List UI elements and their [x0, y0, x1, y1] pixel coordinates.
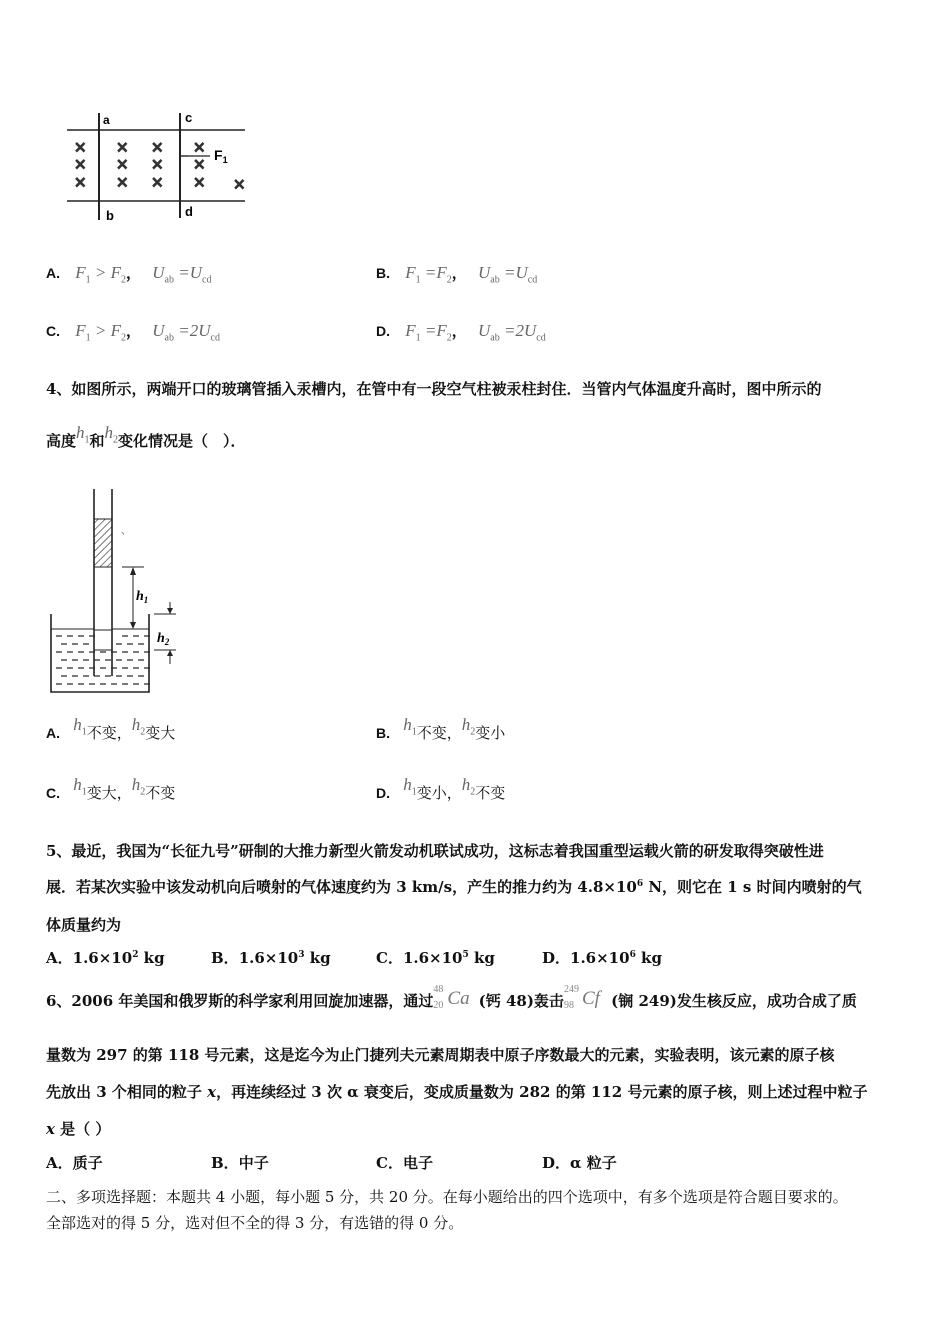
q5-option-b[interactable]: B．$1.6\times 10^3$ kg	[211, 949, 331, 967]
q5-option-a[interactable]: A．$1.6\times 10^2$ kg	[46, 949, 165, 967]
q6-stem-line1: 6、2006 年美国和俄罗斯的科学家利用回旋加速器，通过 48 20 Ca (钙 48)轰击 249 98 Cf (锎 249)发生核反应，成功合成了质	[46, 988, 857, 1016]
q4-option-c[interactable]: C. $h_1$变大，$h_2$不变	[46, 775, 176, 802]
q5-stem-line2: 展．若某次实验中该发动机向后喷射的气体速度约为 3 km/s，产生的推力约为 $4.8\times 10^6$ N，则它在 1 s 时间内喷射的气	[46, 878, 862, 896]
calcium-isotope: 48 20 Ca	[433, 984, 470, 1011]
fig-h1-label: $h_1$	[136, 589, 149, 605]
q6-stem-line3: 先放出 3 个相同的粒子 x，再连续经过 3 次 α 衰变后，变成质量数为 282 的第 112 号元素的原子核，则上述过程中粒子	[46, 1083, 868, 1101]
q6-option-b[interactable]: B．中子	[211, 1154, 269, 1172]
q6-option-c[interactable]: C．电子	[376, 1154, 433, 1172]
field-cross-mark: ×	[116, 155, 129, 173]
q6-stem-line4: x 是（ ）	[46, 1120, 111, 1138]
field-cross-mark: ×	[74, 173, 87, 191]
q4-stem-line2: 高度$h_1$和$h_2$变化情况是（ ）．	[46, 423, 246, 450]
field-cross-mark: ×	[193, 138, 206, 156]
field-cross-mark: ×	[151, 155, 164, 173]
field-cross-mark: ×	[193, 155, 206, 173]
q5-option-c[interactable]: C．$1.6\times 10^5$ kg	[376, 949, 495, 967]
field-cross-mark: ×	[74, 155, 87, 173]
fig-h2-label: $h_2$	[157, 631, 170, 647]
field-cross-mark: ×	[116, 173, 129, 191]
fig-label-b: b	[106, 208, 114, 223]
fig-dot: 、	[121, 526, 131, 537]
q4-option-d[interactable]: D. $h_1$变小，$h_2$不变	[376, 775, 506, 802]
fig-label-f1: $F_1$	[214, 147, 228, 165]
q3-option-b[interactable]: B. $F_1 =F_2$， $U_{ab} =U_{cd}$	[376, 263, 538, 286]
field-cross-mark: ×	[74, 138, 87, 156]
q4-option-a[interactable]: A. $h_1$不变，$h_2$变大	[46, 715, 176, 742]
q5-option-d[interactable]: D．$1.6\times 10^6$ kg	[542, 949, 662, 967]
q3-option-a[interactable]: A. $F_1 > F_2$， $U_{ab} =U_{cd}$	[46, 263, 212, 286]
fig-label-c: c	[185, 110, 193, 125]
fig-label-a: a	[103, 113, 110, 127]
magnetic-field-figure	[62, 108, 252, 223]
field-cross-mark: ×	[193, 173, 206, 191]
fig-label-d: d	[185, 204, 193, 219]
q6-stem-line2: 量数为 297 的第 118 号元素，这是迄今为止门捷列夫元素周期表中原子序数最大的元素，实验表明，该元素的原子核	[46, 1046, 835, 1064]
q5-stem-line3: 体质量约为	[46, 916, 122, 934]
q6-option-a[interactable]: A．质子	[46, 1154, 103, 1172]
q3-option-d[interactable]: D. $F_1 =F_2$， $U_{ab} =2U_{cd}$	[376, 321, 546, 344]
section2-instructions-line1: 二、多项选择题：本题共 4 小题，每小题 5 分，共 20 分。在每小题给出的四个选项中，有多个选项是符合题目要求的。	[46, 1188, 848, 1206]
section2-instructions-line2: 全部选对的得 5 分，选对但不全的得 3 分，有选错的得 0 分。	[46, 1214, 464, 1232]
mercury-tube-figure	[46, 486, 196, 698]
q5-stem-line1: 5、最近，我国为“长征九号”研制的大推力新型火箭发动机联试成功，这标志着我国重型运载火箭的研发取得突破性进	[46, 842, 824, 860]
field-cross-mark: ×	[116, 138, 129, 156]
field-cross-mark: ×	[233, 175, 246, 193]
field-cross-mark: ×	[151, 173, 164, 191]
q4-option-b[interactable]: B. $h_1$不变，$h_2$变小	[376, 715, 506, 742]
field-cross-mark: ×	[151, 138, 164, 156]
q6-option-d[interactable]: D．α 粒子	[542, 1154, 617, 1172]
q4-stem-line1: 4、如图所示，两端开口的玻璃管插入汞槽内，在管中有一段空气柱被汞柱封住．当管内气体温度升高时，图中所示的	[46, 380, 822, 398]
californium-isotope: 249 98 Cf	[563, 984, 600, 1011]
q3-option-c[interactable]: C. $F_1 > F_2$， $U_{ab} =2U_{cd}$	[46, 321, 220, 344]
